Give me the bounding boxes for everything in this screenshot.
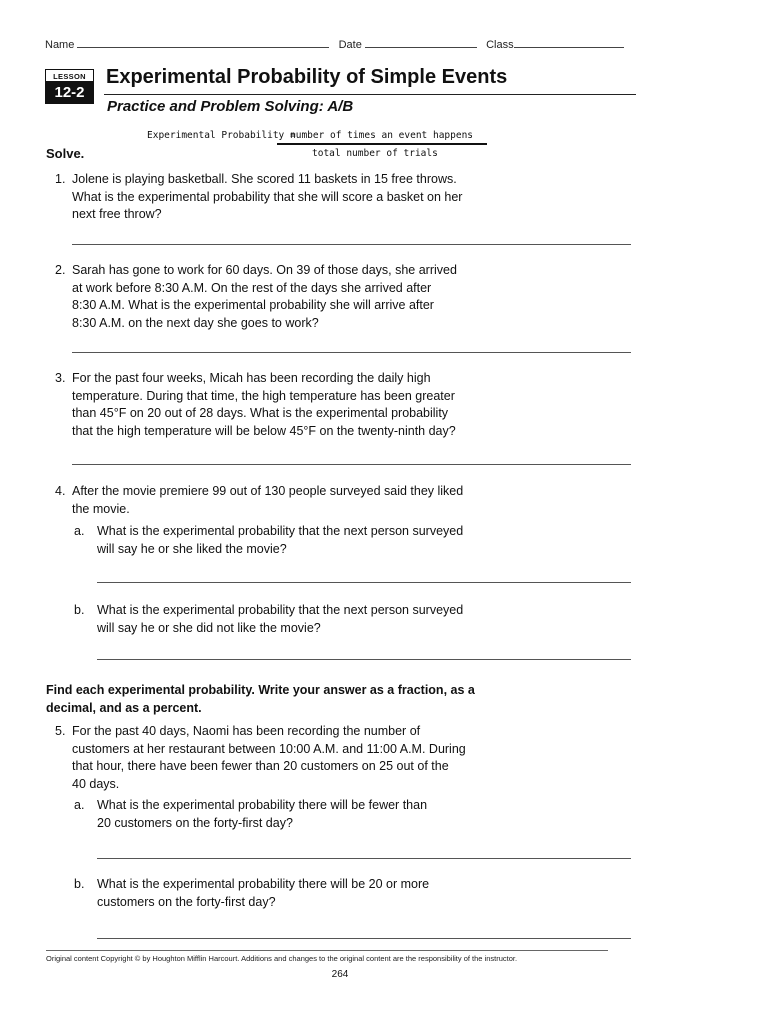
page-number: 264: [331, 969, 349, 980]
formula-label: Experimental Probability =: [147, 130, 296, 141]
question-text-line: will say he or she did not like the movie?: [97, 620, 321, 635]
question-4: [55, 483, 525, 518]
part-label: b.: [74, 603, 85, 617]
question-number: 4.: [55, 484, 66, 498]
part-label: a.: [74, 798, 85, 812]
date-label: Date: [338, 39, 362, 51]
fraction-bar: [277, 143, 487, 145]
question-text-line: 20 customers on the forty-first day?: [97, 815, 293, 830]
answer-line-2[interactable]: [72, 352, 631, 353]
question-1: [55, 171, 525, 224]
question-text-line: than 45°F on 20 out of 28 days. What is the experimental probability: [72, 406, 449, 420]
date-blank[interactable]: [365, 38, 477, 48]
question-number: 5.: [55, 724, 66, 738]
part-label: a.: [74, 524, 85, 538]
answer-line-4a[interactable]: [97, 582, 631, 583]
formula-denominator: total number of trials: [312, 148, 438, 159]
part-label: b.: [74, 877, 85, 891]
page-title: Experimental Probability of Simple Events: [106, 66, 508, 88]
question-text-line: will say he or she liked the movie?: [97, 541, 287, 556]
name-blank[interactable]: [77, 38, 329, 48]
question-text-line: customers on the forty-first day?: [97, 894, 276, 909]
question-text-line: Jolene is playing basketball. She scored 11 baskets in 15 free throws.: [72, 172, 457, 186]
question-number: 2.: [55, 263, 66, 277]
answer-line-1[interactable]: [72, 244, 631, 245]
question-text-line: next free throw?: [72, 207, 162, 221]
section-heading-solve: Solve.: [46, 146, 85, 161]
name-field-row: [45, 38, 624, 51]
question-text-line: customers at her restaurant between 10:00 A.M. and 11:00 A.M. During: [72, 741, 466, 756]
name-label: Name: [45, 39, 75, 51]
answer-line-5a[interactable]: [97, 858, 631, 859]
question-text-line: 8:30 A.M. What is the experimental probability she will arrive after: [72, 298, 434, 312]
formula-numerator: number of times an event happens: [290, 130, 474, 141]
question-text-line: at work before 8:30 A.M. On the rest of the days she arrived after: [72, 280, 432, 295]
copyright-notice: Original content Copyright © by Houghton Mifflin Harcourt. Additions and changes to the original content are the responsibility of the instructor.: [46, 954, 518, 963]
question-number: 1.: [55, 172, 66, 186]
question-text-line: What is the experimental probability there will be 20 or more: [97, 877, 430, 891]
question-text-line: 40 days.: [72, 776, 120, 791]
question-text-line: What is the experimental probability that she will score a basket on her: [72, 189, 463, 204]
question-3: [55, 370, 525, 440]
question-5a: [74, 797, 534, 832]
answer-line-4b[interactable]: [97, 659, 631, 660]
class-label: Class: [486, 39, 514, 51]
lesson-badge: [45, 69, 94, 106]
section-instructions: Find each experimental probability. Write your answer as a fraction, as a decimal, and as a percent.: [46, 683, 475, 715]
question-text-line: Sarah has gone to work for 60 days. On 39 of those days, she arrived: [72, 263, 457, 277]
question-2: [55, 262, 525, 332]
question-text-line: What is the experimental probability that the next person surveyed: [97, 603, 464, 617]
question-4a: [74, 523, 534, 558]
question-text-line: the movie.: [72, 501, 130, 516]
question-number: 3.: [55, 371, 66, 385]
page-subtitle: Practice and Problem Solving: A/B: [107, 98, 354, 115]
answer-line-5b[interactable]: [97, 938, 631, 939]
footer-divider: [46, 950, 608, 951]
question-text-line: For the past 40 days, Naomi has been recording the number of: [72, 724, 421, 738]
question-text-line: 8:30 A.M. on the next day she goes to work?: [72, 315, 319, 330]
question-4b: [74, 602, 534, 637]
class-blank[interactable]: [514, 38, 624, 48]
question-text-line: What is the experimental probability there will be fewer than: [97, 798, 428, 812]
title-divider: [104, 94, 636, 95]
lesson-number: 12-2: [45, 82, 94, 104]
question-5: [55, 723, 525, 793]
lesson-label: LESSON: [45, 69, 94, 82]
question-5b: [74, 876, 534, 911]
question-text-line: For the past four weeks, Micah has been recording the daily high: [72, 371, 431, 385]
answer-line-3[interactable]: [72, 464, 631, 465]
question-text-line: that hour, there have been fewer than 20 customers on 25 out of the: [72, 759, 449, 773]
question-text-line: After the movie premiere 99 out of 130 people surveyed said they liked: [72, 484, 464, 498]
question-text-line: that the high temperature will be below 45°F on the twenty-ninth day?: [72, 423, 456, 438]
question-text-line: temperature. During that time, the high temperature has been greater: [72, 388, 455, 403]
question-text-line: What is the experimental probability that the next person surveyed: [97, 524, 464, 538]
